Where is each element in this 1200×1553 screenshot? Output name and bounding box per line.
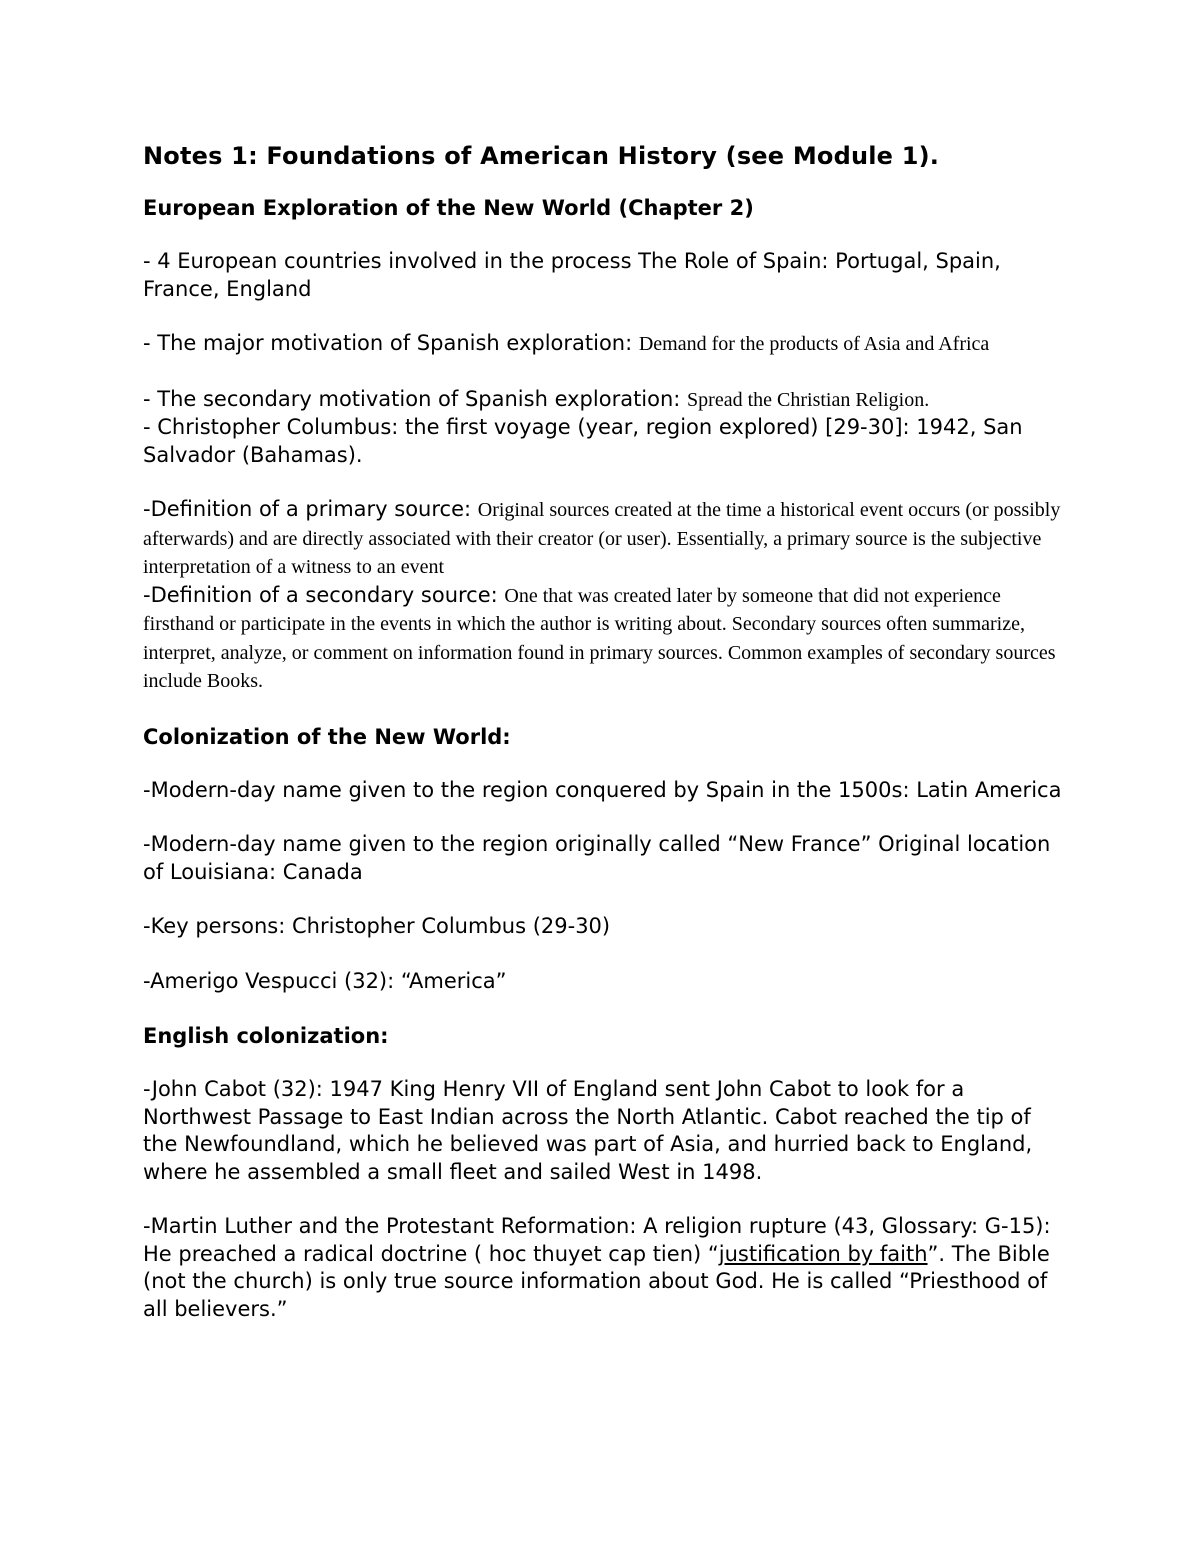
- document-page: [143, 140, 1063, 1350]
- secondary-motivation-answer: Spread the Christian Religion.: [687, 388, 930, 411]
- secondary-motivation-note: [143, 386, 1063, 415]
- luther-text-before: -Martin Luther and the Protestant Reformation: A religion rupture (43, Glossary: G-15): He preached a radical doctrine ( hoc thuyet cap tien) “: [143, 1214, 1051, 1266]
- new-france-note: -Modern-day name given to the region originally called “New France” Original location of Louisiana: Canada: [143, 832, 1051, 884]
- secondary-source-answer: One that was created later by someone that did not experience firsthand or participate in the events in which the author is writing about. Secondary sources often summarize, interpret, analyze, or comment on information found in primary sources. Common examples of secondary sources include Books.: [143, 584, 1056, 692]
- major-motivation-label: - The major motivation of Spanish exploration:: [143, 331, 639, 355]
- secondary-source-definition: [143, 582, 1063, 696]
- columbus-note: - Christopher Columbus: the first voyage (year, region explored) [29-30]: 1942, San Salvador (Bahamas).: [143, 415, 1023, 467]
- secondary-motivation-label: - The secondary motivation of Spanish exploration:: [143, 386, 688, 411]
- cabot-note: -John Cabot (32): 1947 King Henry VII of England sent John Cabot to look for a Northwest Passage to East Indian across the North Atlantic. Cabot reached the tip of the Newfoundland, which he believed was part of Asia, and hurried back to England, where he assembled a small fleet and sailed West in 1498.: [143, 1077, 1033, 1184]
- section-heading-english-colonization: English colonization:: [143, 1024, 389, 1048]
- section-heading-exploration: European Exploration of the New World (Chapter 2): [143, 196, 754, 220]
- vespucci-note: -Amerigo Vespucci (32): “America”: [143, 968, 507, 993]
- primary-source-label: -Definition of a primary source:: [143, 497, 478, 521]
- spain-region-note: -Modern-day name given to the region conquered by Spain in the 1500s: Latin America: [143, 777, 1062, 802]
- secondary-source-label: -Definition of a secondary source:: [143, 582, 505, 607]
- section-heading-colonization: Colonization of the New World:: [143, 724, 511, 749]
- countries-note: - 4 European countries involved in the process The Role of Spain: Portugal, Spain, France, England: [143, 249, 1001, 301]
- primary-source-answer: Original sources created at the time a historical event occurs (or possibly afterwards) and are directly associated with their creator (or user). Essentially, a primary source is the subjective interpretation of a witness to an event: [143, 499, 1061, 578]
- luther-note: [143, 1213, 1063, 1323]
- luther-underlined-phrase: justification by faith: [718, 1241, 928, 1266]
- major-motivation-note: [143, 330, 1063, 359]
- key-persons-note: -Key persons: Christopher Columbus (29-30): [143, 914, 611, 938]
- major-motivation-answer: Demand for the products of Asia and Africa: [638, 333, 990, 355]
- luther-text-after: ”. The Bible (not the church) is only true source information about God. He is called “Priesthood of all believers.”: [143, 1241, 1050, 1321]
- page-title: Notes 1: Foundations of American History (see Module 1).: [143, 142, 940, 170]
- primary-source-definition: [143, 496, 1063, 582]
